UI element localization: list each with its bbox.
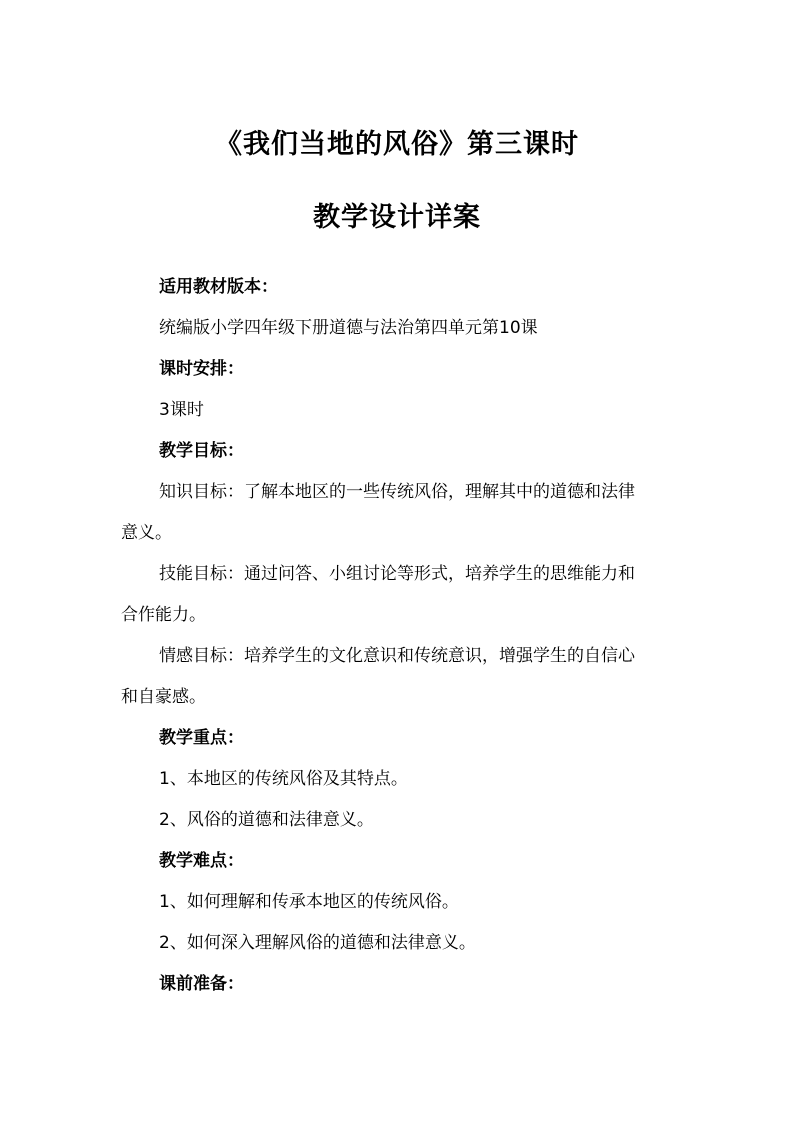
skill-objective-line2: 合作能力。 [121, 605, 206, 625]
textbook-heading: 适用教材版本： [159, 277, 278, 297]
difficulties-heading: 教学难点： [159, 851, 244, 871]
knowledge-objective-line1: 知识目标：了解本地区的一些传统风俗，理解其中的道德和法律 [159, 482, 635, 502]
textbook-text: 统编版小学四年级下册道德与法治第四单元第10课 [159, 318, 538, 338]
key-point-item: 1、本地区的传统风俗及其特点。 [159, 769, 408, 789]
document-body [121, 267, 681, 1005]
schedule-heading: 课时安排： [159, 359, 244, 379]
difficulty-item: 2、如何深入理解风俗的道德和法律意义。 [159, 933, 476, 953]
skill-objective-line1: 技能目标：通过问答、小组讨论等形式，培养学生的思维能力和 [159, 564, 635, 584]
emotion-objective-line2: 和自豪感。 [121, 687, 206, 707]
emotion-objective-line1: 情感目标：培养学生的文化意识和传统意识，增强学生的自信心 [159, 646, 635, 666]
key-point-item: 2、风俗的道德和法律意义。 [159, 810, 374, 830]
document-title-line2: 教学设计详案 [313, 202, 481, 233]
knowledge-objective-line2: 意义。 [121, 523, 172, 543]
key-points-heading: 教学重点： [159, 728, 244, 748]
document-title-line1: 《我们当地的风俗》第三课时 [215, 129, 579, 160]
objectives-heading: 教学目标： [159, 441, 244, 461]
schedule-text: 3课时 [159, 400, 204, 420]
difficulty-item: 1、如何理解和传承本地区的传统风俗。 [159, 892, 459, 912]
preparation-heading: 课前准备： [159, 974, 244, 994]
